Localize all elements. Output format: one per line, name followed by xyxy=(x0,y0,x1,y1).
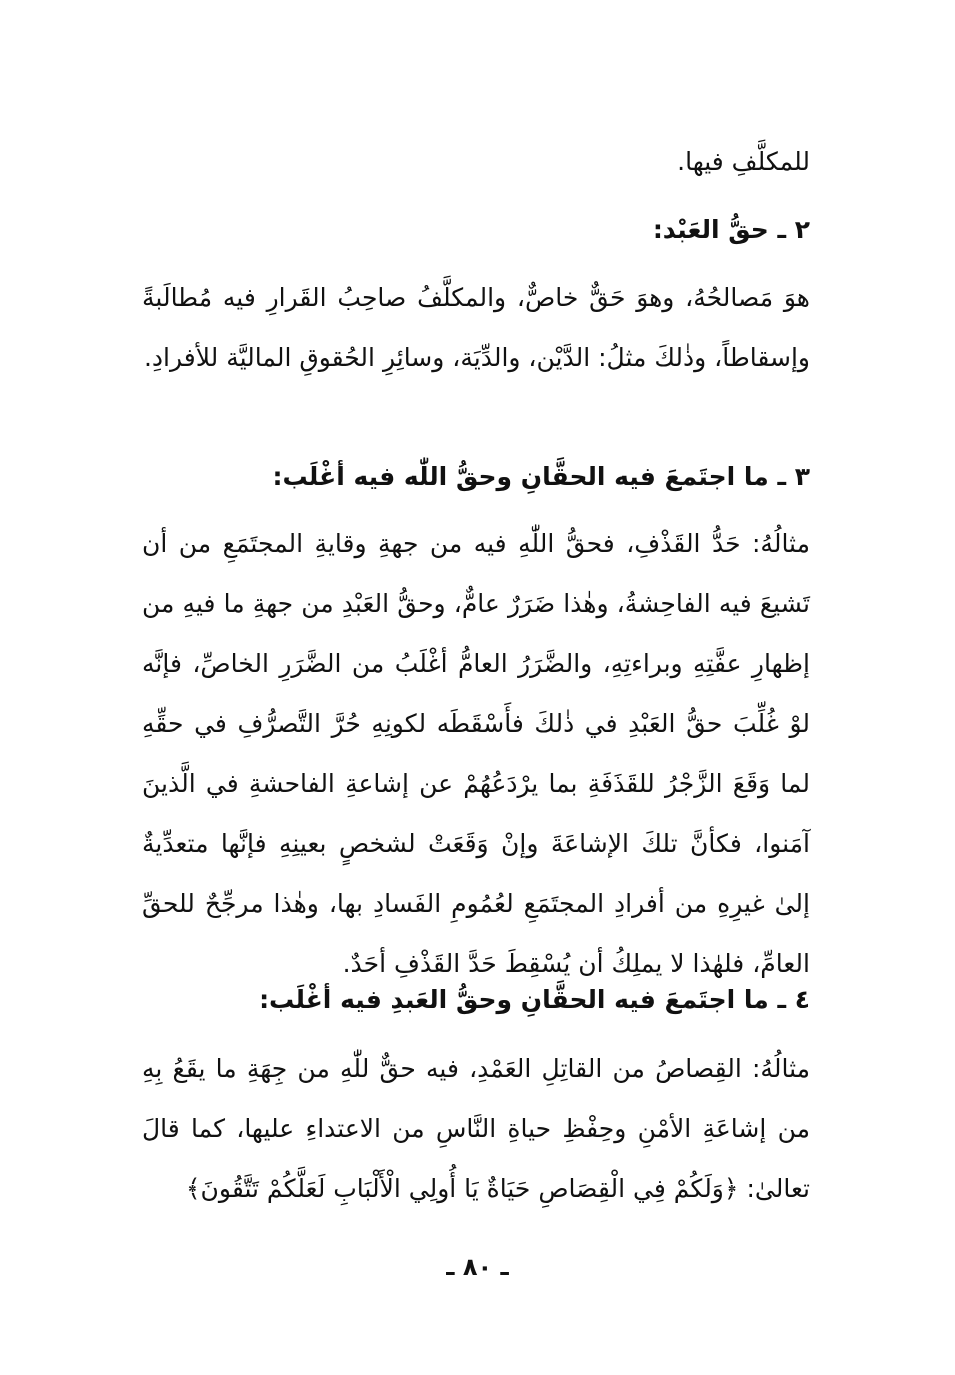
paragraph-qadhf-example: مثالُهُ: حَدُّ القَذْفِ، فحقُّ اللّٰهِ فيه من جهةِ وقايةِ المجتَمَعِ من أن تَشيعَ فيه الفاحِشةُ، وهٰذا ضَرَرٌ عامٌّ، وحقُّ العَبْدِ من جهةِ ما فيهِ من إظهارِ عفَّتِهِ وبراءتِهِ، والضَّرَرُ العامُّ أغْلَبُ من الضَّرَرِ الخاصِّ، فإنَّه لوْ غُلِّبَ حقُّ العَبْدِ في ذٰلكَ فأَسْقَطَه لكونِهِ حُرَّ التَّصرُّفِ في حقِّهِ لما وَقَعَ الزَّجْرُ للقَذَفَةِ بما يرْدَعُهُمْ عن إشاعةِ الفاحشةِ في الَّذينَ آمَنوا، فكأنَّ تلكَ الإشاعَةَ وإنْ وَقَعَتْ لشخصٍ بعينِهِ فإنَّها متعدِّيةٌ إلىٰ غيرِهِ من أفرادِ المجتَمَعِ لعُمُومِ الفَسادِ بها، وهٰذا مرجِّحٌ للحقِّ العامِّ، فلهٰذا لا يملِكُ أن يُسْقِطَ حَدَّ القَذْفِ أحَدٌ. xyxy=(142,529,810,978)
section-heading-3: ٣ ـ ما اجتَمعَ فيه الحقَّانِ وحقُّ اللّٰه فيه أغْلَب: xyxy=(272,462,810,491)
section-heading-4: ٤ ـ ما اجتَمعَ فيه الحقَّانِ وحقُّ العَبدِ فيه أغْلَب: xyxy=(259,985,810,1014)
section-heading-2: ٢ ـ حقُّ العَبْد: xyxy=(652,215,810,244)
paragraph-qisas-example: مثالُهُ: القِصاصُ من القاتِلِ العَمْدِ، فيه حقٌّ للّٰهِ من جِهَةِ ما يقَعُ بِهِ من إشاعَةِ الأمْنِ وحِفْظِ حياةِ النَّاسِ من الاعتداءِ عليها، كما قالَ تعالىٰ: ﴿وَلَكُمْ فِي الْقِصَاصِ حَيَاةٌ يَا أُولِي الْأَلْبَابِ لَعَلَّكُمْ تَتَّقُونَ﴾ xyxy=(142,1054,810,1203)
page-number: ـ ٨٠ ـ xyxy=(446,1253,509,1281)
paragraph-servant-right: هوَ مَصالحُهُ، وهوَ حَقٌّ خاصٌّ، والمكلَّفُ صاحِبُ القَرارِ فيه مُطالَبةً وإسقاطاً، وذٰلكَ مثلُ: الدَّيْن، والدِّيَة، وسائِرِ الحُقوقِ الماليَّة للأفرادِ. xyxy=(142,283,810,372)
paragraph-continuation: للمكلَّفِ فيها. xyxy=(677,147,810,176)
